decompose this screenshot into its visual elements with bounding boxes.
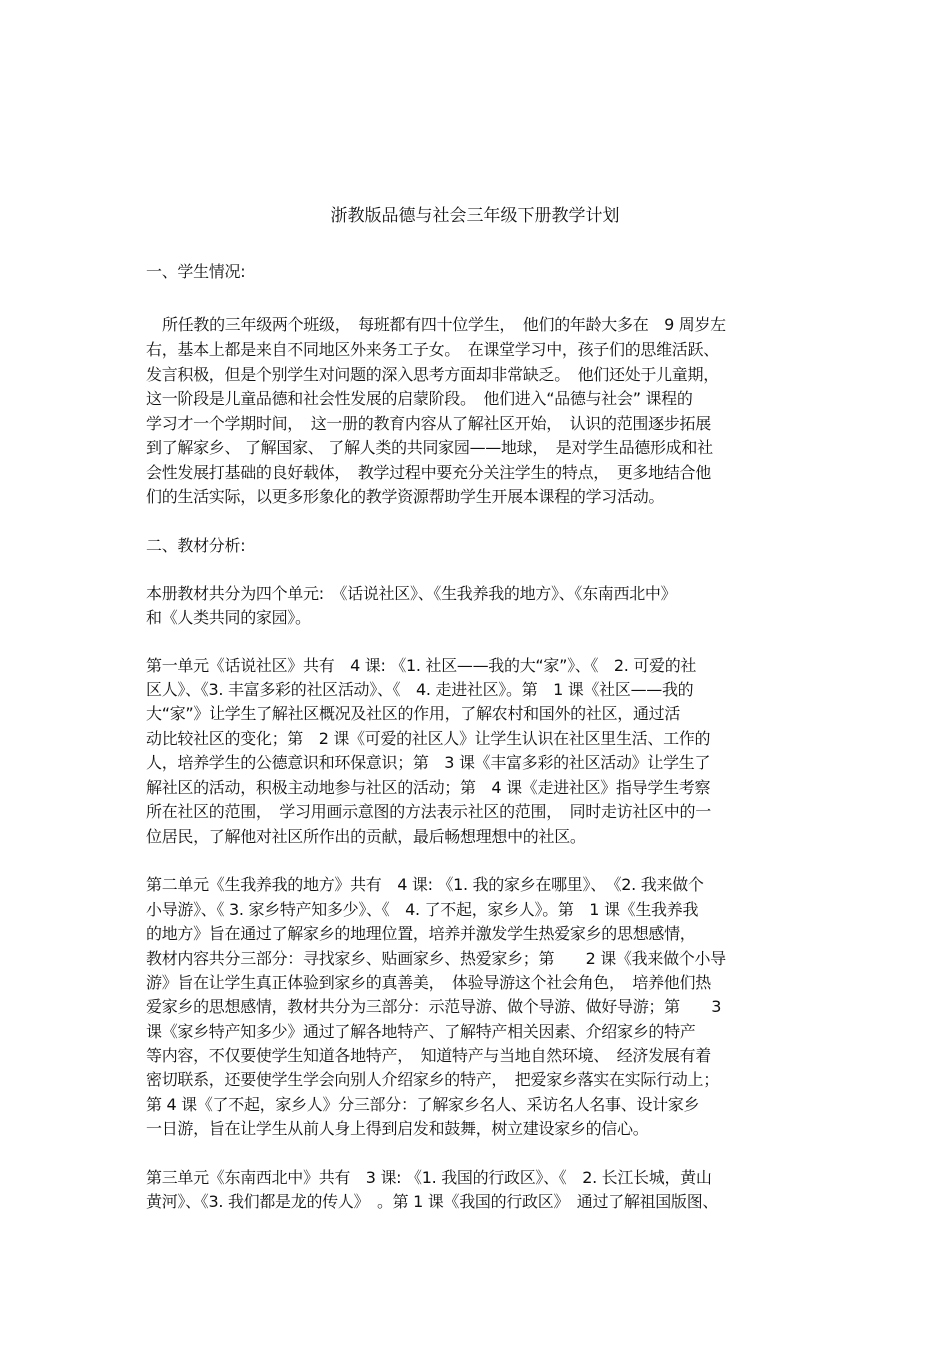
paragraph-line: 课《家乡特产知多少》通过了解各地特产、了解特产相关因素、介绍家乡的特产 — [146, 1022, 696, 1041]
paragraph-line: 这一阶段是儿童品德和社会性发展的启蒙阶段。 他们进入“品德与社会” 课程的 — [146, 389, 693, 408]
paragraph-line: 游》旨在让学生真正体验到家乡的真善美， 体验导游这个社会角色， 培养他们热 — [146, 973, 711, 992]
document-title: 浙教版品德与社会三年级下册教学计划 — [330, 206, 620, 226]
paragraph-line: 的地方》旨在通过了解家乡的地理位置，培养并激发学生热爱家乡的思想感情， — [146, 924, 696, 943]
paragraph-line: 黄河》、《3. 我们都是龙的传人》 。第 1 课《我国的行政区》 通过了解祖国版图、 — [146, 1192, 719, 1211]
paragraph-line: 大“家”》让学生了解社区概况及社区的作用，了解农村和国外的社区，通过活 — [146, 704, 681, 723]
paragraph-line: 教材内容共分三部分：寻找家乡、贴画家乡、热爱家乡；第 2 课《我来做个小导 — [146, 949, 726, 968]
paragraph-line: 第 4 课《了不起，家乡人》分三部分：了解家乡名人、采访名人名事、设计家乡 — [146, 1095, 700, 1114]
paragraph-line: 到了解家乡、 了解国家、 了解人类的共同家园——地球， 是对学生品德形成和社 — [146, 438, 713, 457]
paragraph-line: 人，培养学生的公德意识和环保意识；第 3 课《丰富多彩的社区活动》让学生了 — [146, 753, 711, 772]
paragraph-line: 右，基本上都是来自不同地区外来务工子女。 在课堂学习中，孩子们的思维活跃、 — [146, 340, 719, 359]
paragraph-line: 动比较社区的变化；第 2 课《可爱的社区人》让学生认识在社区里生活、工作的 — [146, 729, 711, 748]
paragraph-line: 等内容，不仅要使学生知道各地特产， 知道特产与当地自然环境、 经济发展有着 — [146, 1046, 711, 1065]
paragraph-line: 发言积极，但是个别学生对问题的深入思考方面却非常缺乏。 他们还处于儿童期， — [146, 365, 719, 384]
paragraph-line: 本册教材共分为四个单元: 《话说社区》、《生我养我的地方》、《东南西北中》 — [146, 584, 677, 603]
paragraph-line: 小导游》、《 3. 家乡特产知多少》、《 4. 了不起，家乡人》。第 1 课《生我养我 — [146, 900, 699, 919]
paragraph-line: 所在社区的范围， 学习用画示意图的方法表示社区的范围， 同时走访社区中的一 — [146, 802, 711, 821]
paragraph-line: 们的生活实际，以更多形象化的教学资源帮助学生开展本课程的学习活动。 — [146, 487, 665, 506]
paragraph-line: 位居民，了解他对社区所作出的贡献，最后畅想理想中的社区。 — [146, 827, 586, 846]
paragraph-line: 一日游，旨在让学生从前人身上得到启发和鼓舞，树立建设家乡的信心。 — [146, 1119, 649, 1138]
paragraph-line: 密切联系，还要使学生学会向别人介绍家乡的特产， 把爱家乡落实在实际行动上； — [146, 1070, 719, 1089]
paragraph-line: 爱家乡的思想感情，教材共分为三部分：示范导游、做个导游、做好导游；第 3 — [146, 997, 722, 1016]
paragraph-line: 第一单元《话说社区》共有 4 课: 《1. 社区——我的大“家”》、《 2. 可爱的社 — [146, 656, 697, 675]
paragraph-line: 和《人类共同的家园》。 — [146, 608, 311, 627]
paragraph-line: 区人》、《3. 丰富多彩的社区活动》、《 4. 走进社区》。第 1 课《社区——我的 — [146, 680, 694, 699]
paragraph-line: 所任教的三年级两个班级， 每班都有四十位学生， 他们的年龄大多在 9 周岁左 — [162, 315, 726, 334]
paragraph-line: 第三单元《东南西北中》共有 3 课: 《1. 我国的行政区》、《 2. 长江长城，黄山 — [146, 1168, 712, 1187]
paragraph-line: 学习才一个学期时间， 这一册的教育内容从了解社区开始， 认识的范围逐步拓展 — [146, 414, 711, 433]
paragraph-line: 第二单元《生我养我的地方》共有 4 课: 《1. 我的家乡在哪里》、 《2. 我来做个 — [146, 875, 704, 894]
section-heading-textbook: 二、教材分析: — [146, 536, 246, 555]
section-heading-students: 一、学生情况: — [146, 262, 246, 281]
paragraph-line: 会性发展打基础的良好载体， 教学过程中要充分关注学生的特点， 更多地结合他 — [146, 463, 711, 482]
paragraph-line: 解社区的活动，积极主动地参与社区的活动；第 4 课《走进社区》指导学生考察 — [146, 778, 711, 797]
